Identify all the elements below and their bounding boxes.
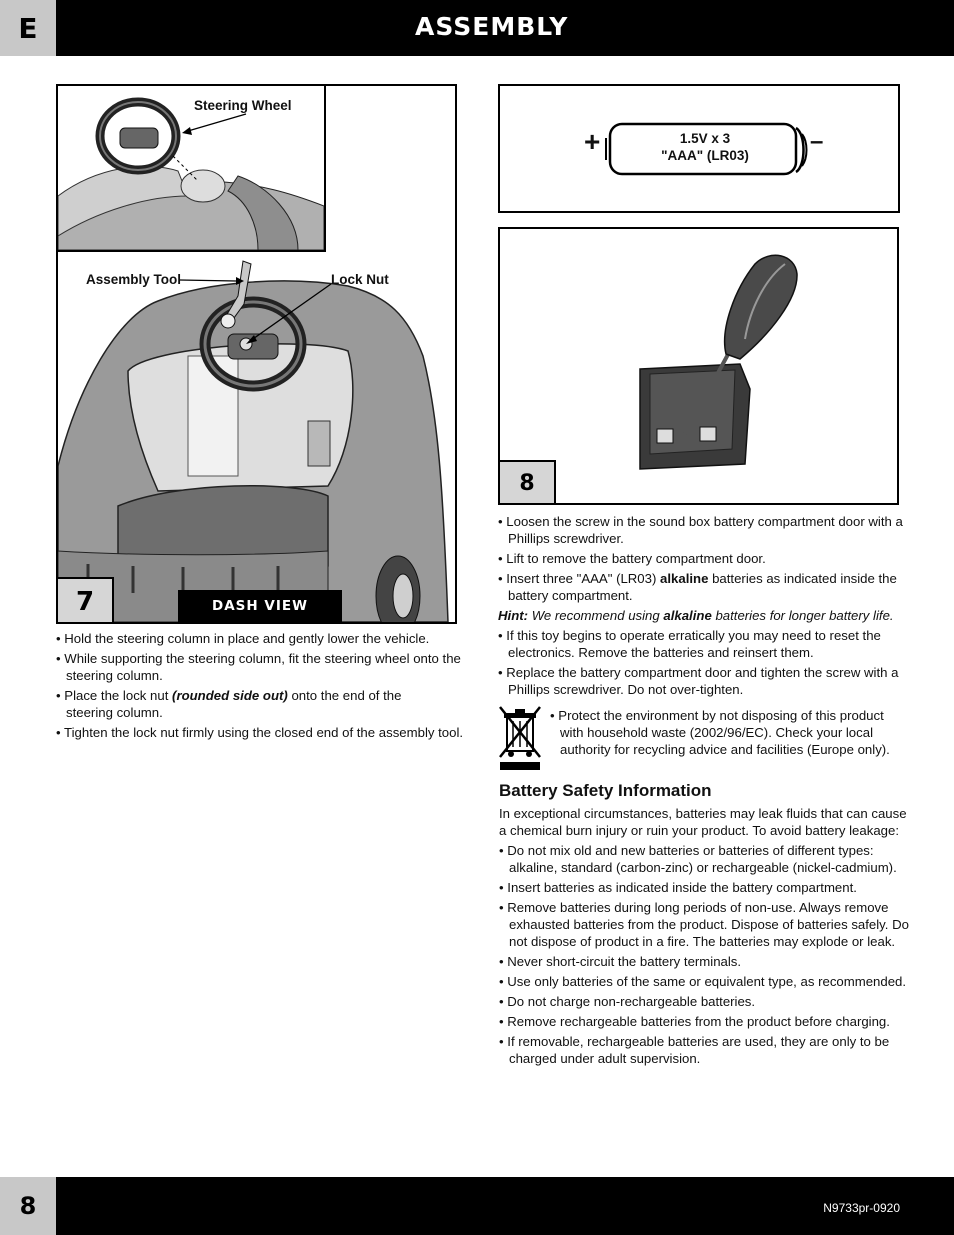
- figure-number-badge: 7: [58, 577, 114, 624]
- instruction-item: • Hold the steering column in place and gently lower the vehicle.: [56, 631, 430, 646]
- document-code: N9733pr-0920: [823, 1201, 900, 1215]
- crossed-bin-icon: [498, 705, 542, 771]
- battery-safety-intro: In exceptional circumstances, batteries may leak fluids that can cause a chemical burn injury or ruin your product. To avoid battery leakage:: [499, 806, 907, 838]
- plus-sign: +: [584, 126, 601, 157]
- page-number: 8: [0, 1177, 56, 1235]
- battery-diagram: [498, 84, 900, 213]
- page-title: ASSEMBLY: [415, 12, 569, 41]
- dash-view-caption: DASH VIEW: [178, 590, 342, 622]
- instruction-item: • Replace the battery compartment door and tighten the screw with a Phillips screwdriver. Do not over-tighten.: [498, 665, 899, 697]
- safety-item: • Remove rechargeable batteries from the product before charging.: [499, 1014, 890, 1029]
- environment-notice: • Protect the environment by not disposing of this product with household waste (2002/96/EC). Check your local authority for recycling advice and facilities (Europe only).: [550, 708, 890, 757]
- instruction-item: • Lift to remove the battery compartment door.: [498, 551, 766, 566]
- safety-item: • Use only batteries of the same or equivalent type, as recommended.: [499, 974, 907, 989]
- safety-item: • Do not charge non-rechargeable batteries.: [499, 994, 756, 1009]
- battery-instructions: [498, 513, 908, 701]
- steering-instructions: [56, 630, 471, 744]
- instruction-item: • Insert three "AAA" (LR03) alkaline batteries as indicated inside the battery compartment.: [498, 571, 897, 603]
- safety-item: • Remove batteries during long periods of non-use. Always remove exhausted batteries from the product. Dispose of batteries safely. Do not dispose of product in a fire. The batteries may explode or leak.: [499, 900, 909, 949]
- label-lock-nut: Lock Nut: [331, 272, 389, 287]
- section-tab: E: [0, 0, 56, 56]
- screwdriver-sound-box-illustration: [500, 229, 897, 503]
- page-header: [0, 0, 954, 56]
- label-assembly-tool: Assembly Tool: [86, 272, 182, 287]
- battery-spec-line2: "AAA" (LR03): [661, 148, 749, 163]
- battery-safety-list: [499, 805, 911, 1070]
- figure-8-battery-compartment: [498, 227, 899, 505]
- hint-text: Hint: We recommend using alkaline batteries for longer battery life.: [498, 608, 894, 623]
- safety-item: • Never short-circuit the battery terminals.: [499, 954, 742, 969]
- safety-item: • Do not mix old and new batteries or batteries of different types: alkaline, standard (carbon-zinc) or rechargeable (nickel-cadmium).: [499, 843, 897, 875]
- instruction-item: • Loosen the screw in the sound box battery compartment door with a Phillips screwdriver.: [498, 514, 903, 546]
- page-footer: [0, 1177, 954, 1235]
- battery-safety-title: Battery Safety Information: [499, 781, 712, 800]
- label-steering-wheel: Steering Wheel: [194, 98, 292, 113]
- instruction-item: • Tighten the lock nut firmly using the closed end of the assembly tool.: [56, 725, 464, 740]
- instruction-item-lock-nut: • Place the lock nut (rounded side out) onto the end of the steering column.: [56, 688, 402, 720]
- figure-7-dash-view: [56, 84, 457, 624]
- battery-spec-line1: 1.5V x 3: [679, 131, 731, 146]
- safety-item: • If removable, rechargeable batteries are used, they are only to be charged under adult supervision.: [499, 1034, 890, 1066]
- inset-steering-wheel: [58, 86, 326, 252]
- safety-item: • Insert batteries as indicated inside the battery compartment.: [499, 880, 857, 895]
- figure-number-badge: 8: [500, 460, 556, 505]
- minus-sign: –: [810, 128, 824, 155]
- instruction-item: • While supporting the steering column, fit the steering wheel onto the steering column.: [56, 651, 461, 683]
- instruction-item: • If this toy begins to operate erratically you may need to reset the electronics. Remove the batteries and reinsert them.: [498, 628, 881, 660]
